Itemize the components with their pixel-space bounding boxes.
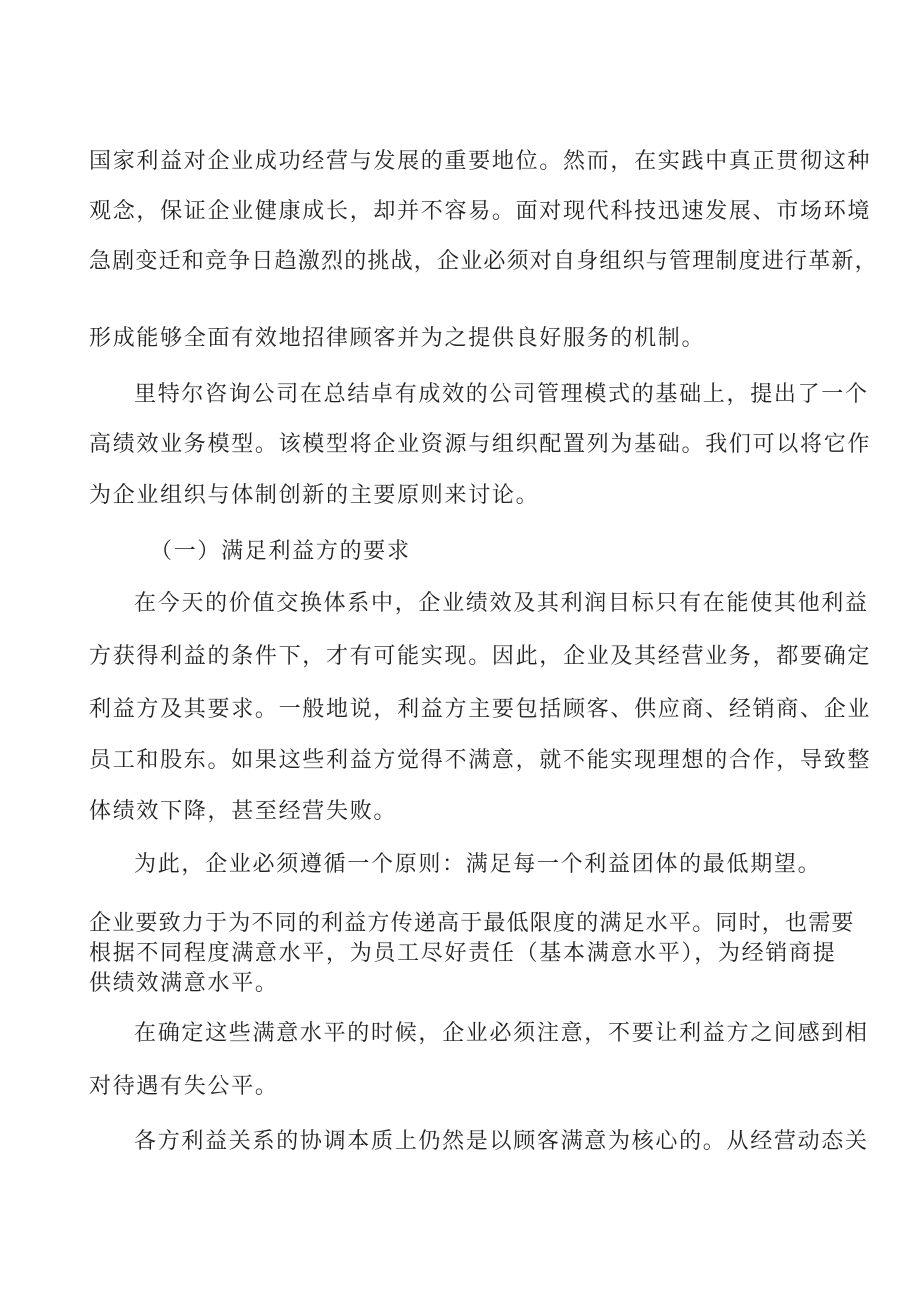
paragraph-line: 企业要致力于为不同的利益方传递高于最低限度的满足水平。同时，也需要 [89, 911, 855, 936]
paragraph-line: 供绩效满意水平。 [89, 971, 279, 996]
paragraph-line: 急剧变迁和竞争日趋激烈的挑战，企业必须对自身组织与管理制度进行革新， [89, 249, 878, 274]
paragraph-line: 根据不同程度满意水平，为员工尽好责任（基本满意水平），为经销商提 [89, 941, 837, 966]
paragraph-line: 为企业组织与体制创新的主要原则来讨论。 [89, 483, 540, 508]
paragraph-line: 对待遇有失公平。 [89, 1074, 279, 1099]
paragraph-line: 各方利益关系的协调本质上仍然是以顾客满意为核心的。从经营动态关 [134, 1129, 869, 1154]
paragraph-line: 员工和股东。如果这些利益方觉得不满意，就不能实现理想的合作，导致整 [89, 748, 872, 773]
paragraph-line: 观念，保证企业健康成长，却并不容易。面对现代科技迅速发展、市场环境 [89, 199, 872, 224]
paragraph-line: 体绩效下降，甚至经营失败。 [89, 799, 398, 824]
paragraph-line: 里特尔咨询公司在总结卓有成效的公司管理模式的基础上，提出了一个 [134, 382, 869, 407]
paragraph-line: 为此，企业必须遵循一个原则：满足每一个利益团体的最低期望。 [134, 852, 822, 877]
paragraph-line: 方获得利益的条件下，才有可能实现。因此，企业及其经营业务，都要确定 [89, 644, 872, 669]
paragraph-line: 形成能够全面有效地招律顾客并为之提供良好服务的机制。 [89, 326, 706, 351]
paragraph-line: 在今天的价值交换体系中，企业绩效及其利润目标只有在能使其他利益 [134, 591, 869, 616]
paragraph-line: 国家利益对企业成功经营与发展的重要地位。然而，在实践中真正贯彻这种 [89, 149, 872, 174]
paragraph-line: 高绩效业务模型。该模型将企业资源与组织配置列为基础。我们可以将它作 [89, 432, 872, 457]
paragraph-line: 利益方及其要求。一般地说，利益方主要包括顾客、供应商、经销商、企业 [89, 697, 872, 722]
section-heading: （一）满足利益方的要求 [150, 539, 411, 564]
paragraph-line: 在确定这些满意水平的时候，企业必须注意，不要让利益方之间感到相 [134, 1021, 869, 1046]
